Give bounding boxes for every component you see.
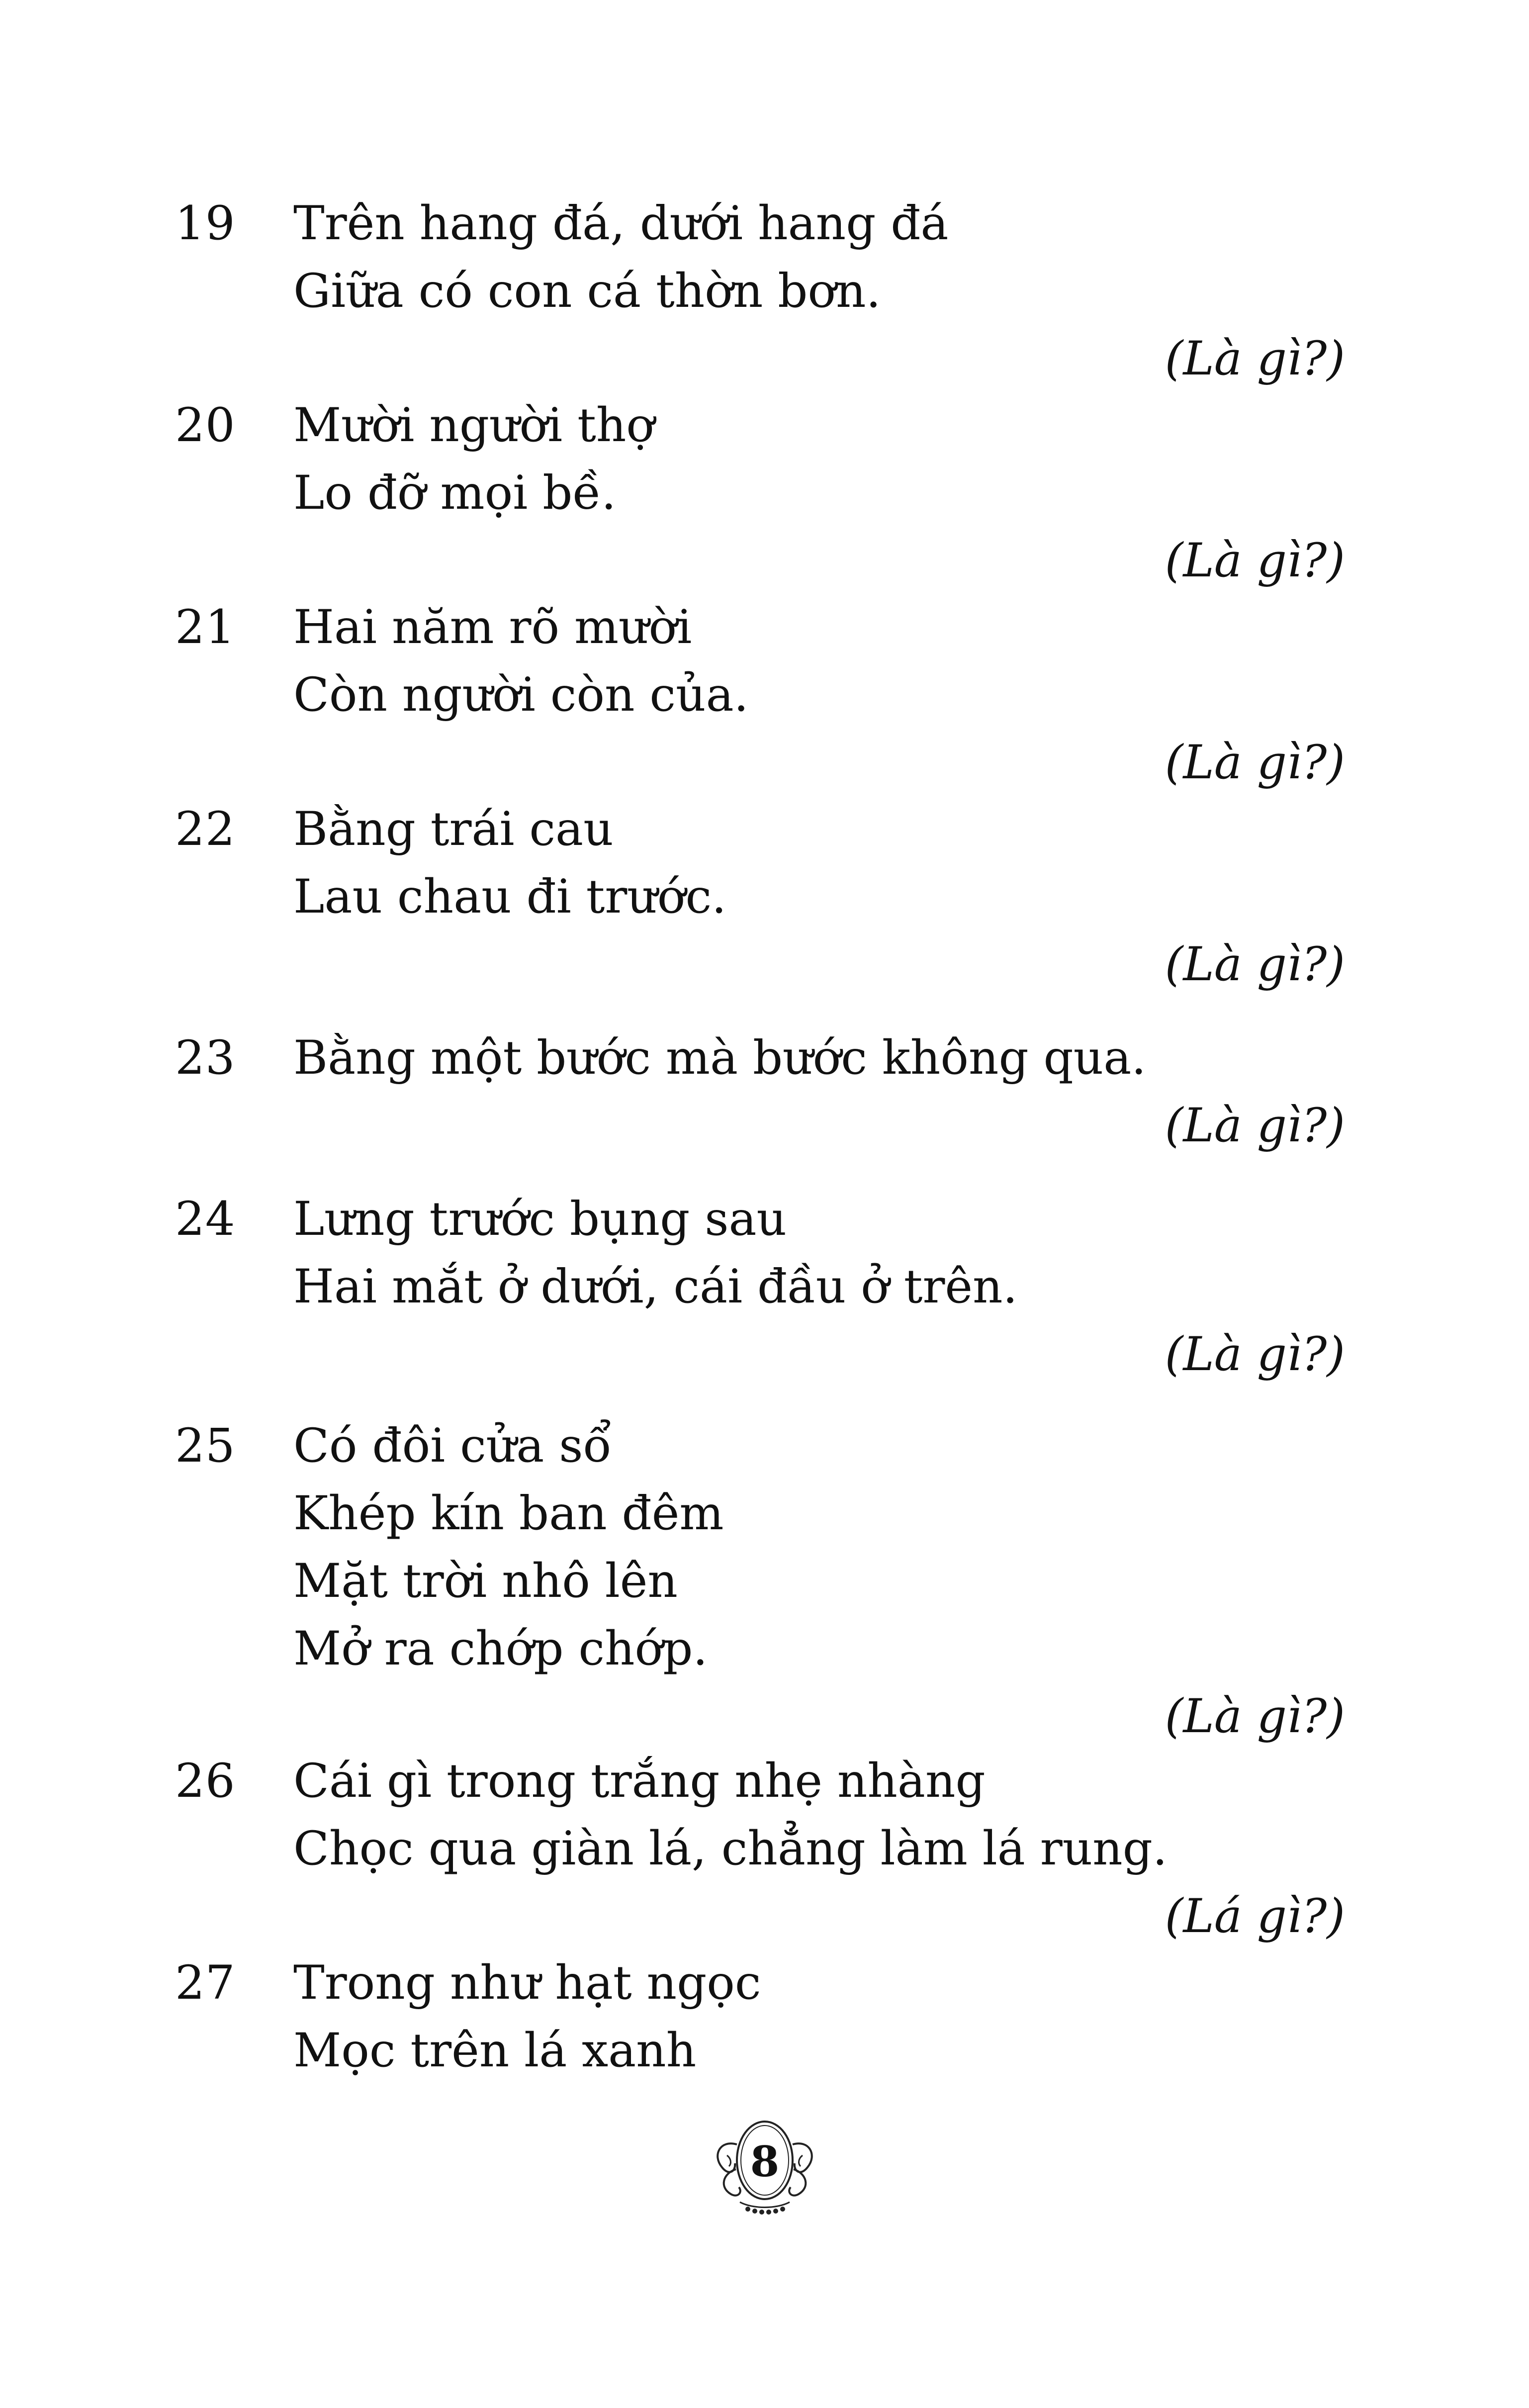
riddle-number: 21: [175, 600, 236, 654]
riddle-line: Chọc qua giàn lá, chẳng làm lá rung.: [293, 1822, 1168, 1876]
riddle-line: Bằng một bước mà bước không qua.: [293, 1031, 1147, 1085]
riddle-text: [293, 392, 654, 527]
page-number-badge: [705, 2110, 824, 2229]
riddle-answer-prompt: (Là gì?): [1165, 1099, 1345, 1153]
riddle-line: Hai năm rõ mười: [293, 600, 692, 654]
page-number: 8: [750, 2137, 780, 2186]
riddle-text: [293, 1186, 1017, 1321]
riddle-number: 22: [175, 802, 236, 856]
riddle-line: Khép kín ban đêm: [293, 1486, 724, 1541]
riddle-answer-prompt: (Lá gì?): [1165, 1889, 1345, 1944]
riddle-line: Giữa có con cá thờn bơn.: [293, 264, 881, 318]
riddle-text: [293, 190, 948, 325]
riddle-line: Bằng trái cau: [293, 802, 614, 856]
riddle-answer-prompt: (Là gì?): [1165, 534, 1345, 588]
riddle-number: 25: [175, 1419, 236, 1473]
riddle-line: Lưng trước bụng sau: [293, 1192, 787, 1246]
riddle-line: Còn người còn của.: [293, 668, 749, 722]
riddle-line: Trong như hạt ngọc: [293, 1956, 761, 2010]
riddle-line: Mười người thợ: [293, 398, 655, 453]
riddle-answer-prompt: (Là gì?): [1165, 1327, 1345, 1382]
riddle-text: [293, 796, 726, 931]
riddle-text: [293, 1024, 1146, 1092]
riddle-answer-prompt: (Là gì?): [1165, 736, 1345, 790]
riddle-number: 27: [175, 1956, 236, 2010]
riddle-number: 26: [175, 1754, 236, 1808]
riddle-line: Mở ra chớp chớp.: [293, 1622, 708, 1676]
riddle-line: Cái gì trong trắng nhẹ nhàng: [293, 1754, 986, 1808]
riddle-line: Mọc trên lá xanh: [293, 2024, 697, 2078]
riddle-line: Lo đỡ mọi bề.: [293, 466, 617, 520]
riddle-line: Trên hang đá, dưới hang đá: [293, 196, 949, 251]
riddle-text: [293, 1412, 723, 1683]
riddle-number: 24: [175, 1192, 236, 1246]
riddle-number: 23: [175, 1031, 236, 1085]
riddle-answer-prompt: (Là gì?): [1165, 332, 1345, 386]
riddle-text: [293, 1949, 761, 2085]
riddle-line: Mặt trời nhô lên: [293, 1554, 678, 1608]
riddle-number: 19: [175, 196, 236, 251]
riddle-line: Có đôi cửa sổ: [293, 1419, 612, 1473]
riddle-text: [293, 1748, 1168, 1883]
riddle-answer-prompt: (Là gì?): [1165, 1689, 1345, 1744]
riddle-line: Hai mắt ở dưới, cái đầu ở trên.: [293, 1260, 1018, 1314]
riddle-line: Lau chau đi trước.: [293, 870, 727, 924]
riddle-number: 20: [175, 398, 236, 453]
riddle-text: [293, 594, 749, 729]
riddle-answer-prompt: (Là gì?): [1165, 937, 1345, 992]
